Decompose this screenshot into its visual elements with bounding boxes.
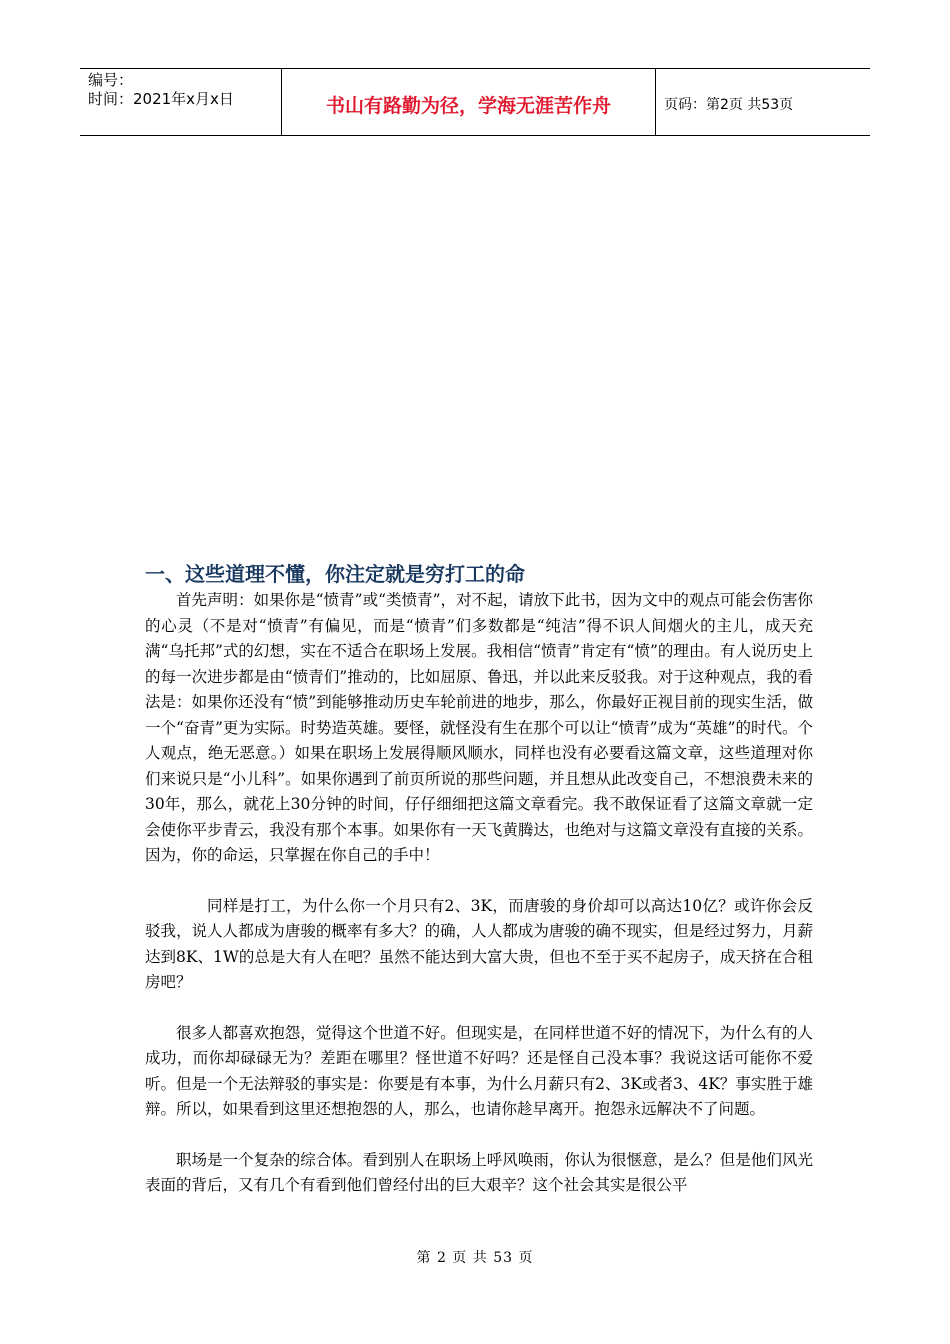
page-header [80,68,870,136]
paragraph-2: 同样是打工，为什么你一个月只有2、3K，而唐骏的身价却可以高达10亿？或许你会反驳我，说人人都成为唐骏的概率有多大？的确，人人都成为唐骏的确不现实，但是经过努力，月薪达到8K、1W的总是大有人在吧？虽然不能达到大富大贵，但也不至于买不起房子，成天挤在合租房吧？ [145,896,813,991]
section-heading: 一、这些道理不懂，你注定就是穷打工的命 [145,562,525,586]
header-motto: 书山有路勤为径，学海无涯苦作舟 [282,69,656,135]
page-footer: 第 2 页 共 53 页 [416,1250,534,1266]
paragraph-1: 首先声明：如果你是“愤青”或“类愤青”，对不起，请放下此书，因为文中的观点可能会伤害你的心灵（不是对“愤青”有偏见，而是“愤青”们多数都是“纯洁”得不识人间烟火的主儿，成天充满“乌托邦”式的幻想，实在不适合在职场上发展。我相信“愤青”肯定有“愤”的理由。有人说历史上的每一次进步都是由“愤青们”推动的，比如屈原、鲁迅，并以此来反驳我。对于这种观点，我的看法是：如果你还没有“愤”到能够推动历史车轮前进的地步，那么，你最好正视目前的现实生活，做一个“奋青”更为实际。时势造英雄。要怪，就怪没有生在那个可以让“愤青”成为“英雄”的时代。个人观点，绝无恶意。）如果在职场上发展得顺风顺水，同样也没有必要看这篇文章，这些道理对你们来说只是“小儿科”。如果你遇到了前页所说的那些问题，并且想从此改变自己，不想浪费未来的30年，那么，就花上30分钟的时间，仔仔细细把这篇文章看完。我不敢保证看了这篇文章就一定会使你平步青云，我没有那个本事。如果你有一天飞黄腾达，也绝对与这篇文章没有直接的关系。因为，你的命运，只掌握在你自己的手中！ [145,591,813,864]
paragraph-4: 职场是一个复杂的综合体。看到别人在职场上呼风唤雨，你认为很惬意，是么？但是他们风光表面的背后，又有几个有看到他们曾经付出的巨大艰辛？这个社会其实是很公平 [145,1150,813,1194]
document-number-label: 编号： [88,71,134,89]
paragraph-3: 很多人都喜欢抱怨，觉得这个世道不好。但现实是，在同样世道不好的情况下，为什么有的人成功，而你却碌碌无为？差距在哪里？怪世道不好吗？还是怪自己没本事？我说这话可能你不爱听。但是一个无法辩驳的事实是：你要是有本事，为什么月薪只有2、3K或者3、4K？事实胜于雄辩。所以，如果看到这里还想抱怨的人，那么，也请你趁早离开。抱怨永远解决不了问题。 [145,1023,813,1118]
header-meta [80,69,282,135]
document-date-label: 时间：2021年x月x日 [88,90,234,108]
article-body [145,562,813,1199]
header-page-info: 页码：第2页 共53页 [664,97,794,113]
